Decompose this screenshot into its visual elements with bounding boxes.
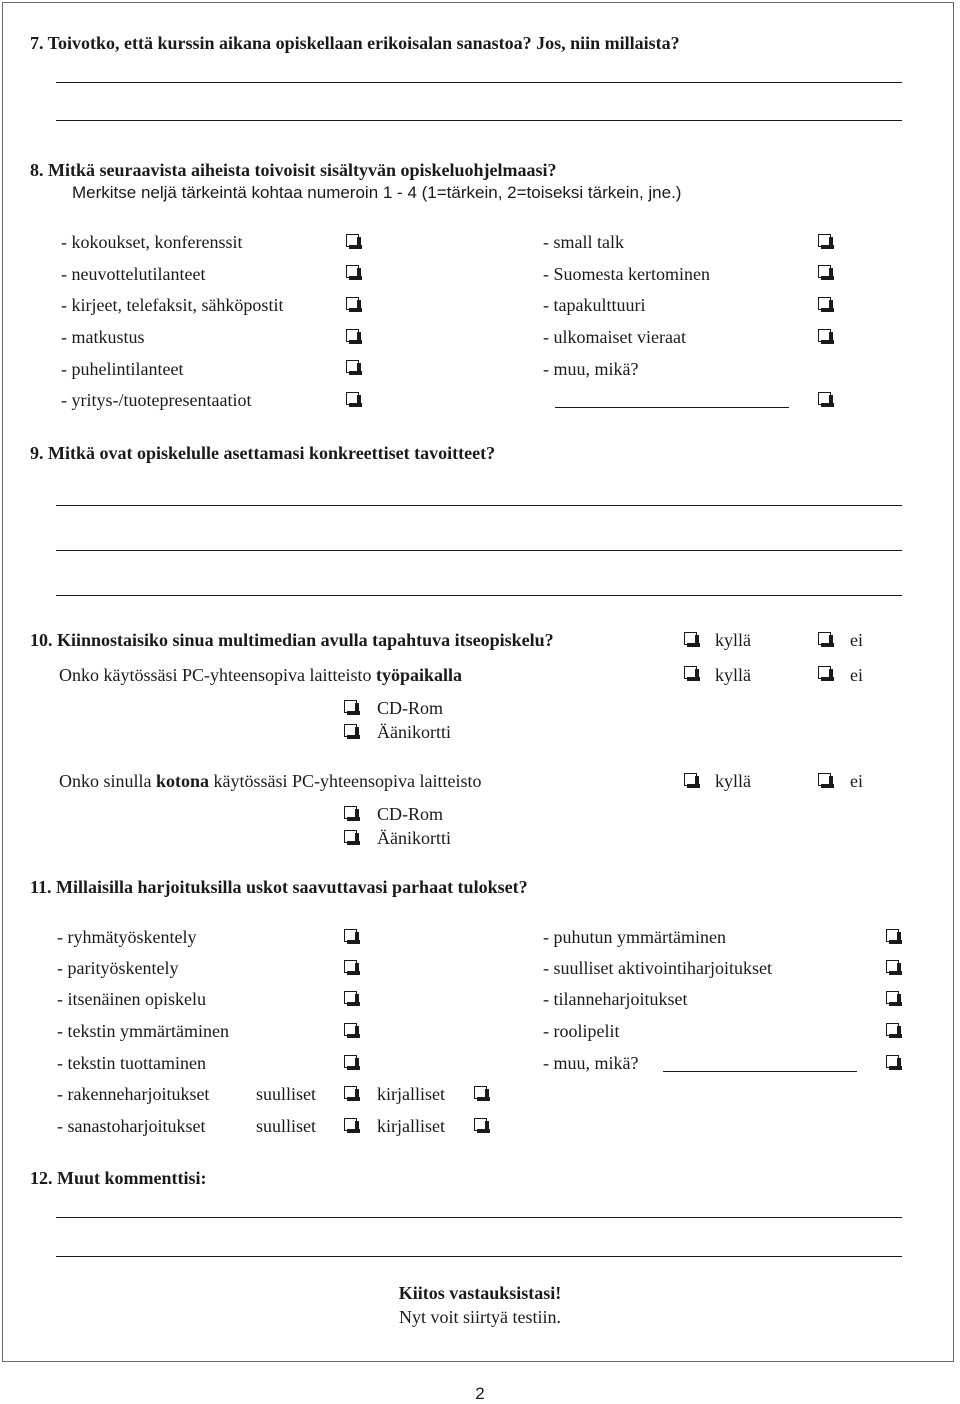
q8-checkbox[interactable] <box>818 265 831 278</box>
q10-home-no-label: ei <box>850 771 863 791</box>
q11-vocab-written-checkbox[interactable] <box>474 1118 487 1131</box>
answer-line-q9-2[interactable] <box>56 550 902 551</box>
q11-right-item: - muu, mikä? <box>543 1053 639 1073</box>
q11-right-item: - roolipelit <box>543 1021 620 1041</box>
q10-yes-checkbox[interactable] <box>684 632 697 645</box>
q10-work-cdrom-checkbox[interactable] <box>344 700 357 713</box>
q10-work-prefix: Onko käytössäsi PC-yhteensopiva laitteisto <box>59 665 376 685</box>
q8-left-item: - yritys-/tuotepresentaatiot <box>61 390 252 410</box>
q11-structure-written-checkbox[interactable] <box>474 1086 487 1099</box>
q8-checkbox[interactable] <box>346 297 359 310</box>
answer-line-q12-1[interactable] <box>56 1217 902 1218</box>
q10-work-yes-checkbox[interactable] <box>684 666 697 679</box>
q11-written-label: kirjalliset <box>377 1084 445 1104</box>
question-8-instructions: Merkitse neljä tärkeintä kohtaa numeroin 1 - 4 (1=tärkein, 2=toiseksi tärkein, jne.) <box>72 183 682 202</box>
q8-left-item: - kirjeet, telefaksit, sähköpostit <box>61 295 284 315</box>
q11-oral-label: suulliset <box>256 1084 317 1104</box>
q11-left-item: - itsenäinen opiskelu <box>57 989 206 1009</box>
q11-checkbox[interactable] <box>344 929 357 942</box>
q11-left-item: - rakenneharjoitukset <box>57 1084 210 1104</box>
q10-work-yes-label: kyllä <box>715 665 751 685</box>
q11-checkbox[interactable] <box>344 991 357 1004</box>
answer-line-q9-3[interactable] <box>56 595 902 596</box>
q8-other-line[interactable] <box>555 407 789 408</box>
answer-line-q7-2[interactable] <box>56 120 902 121</box>
q11-checkbox[interactable] <box>344 1055 357 1068</box>
q10-work-no-checkbox[interactable] <box>818 666 831 679</box>
q11-right-item: - puhutun ymmärtäminen <box>543 927 726 947</box>
q8-right-item: - muu, mikä? <box>543 359 639 379</box>
q10-home-no-checkbox[interactable] <box>818 773 831 786</box>
q8-checkbox[interactable] <box>818 234 831 247</box>
q8-left-item: - puhelintilanteet <box>61 359 184 379</box>
q11-left-item: - ryhmätyöskentely <box>57 927 197 947</box>
question-11-title: 11. Millaisilla harjoituksilla uskot saavuttavasi parhaat tulokset? <box>30 877 528 897</box>
q11-checkbox[interactable] <box>886 1023 899 1036</box>
q8-checkbox[interactable] <box>346 234 359 247</box>
q10-home-yes-label: kyllä <box>715 771 751 791</box>
q11-left-item: - tekstin ymmärtäminen <box>57 1021 229 1041</box>
q10-home-yes-checkbox[interactable] <box>684 773 697 786</box>
page-number: 2 <box>475 1384 485 1403</box>
q10-work-question <box>59 664 462 686</box>
q10-yes-label: kyllä <box>715 630 751 650</box>
answer-line-q9-1[interactable] <box>56 505 902 506</box>
q11-checkbox[interactable] <box>344 960 357 973</box>
q8-right-item: - small talk <box>543 232 624 252</box>
question-10-title: 10. Kiinnostaisiko sinua multimedian avulla tapahtuva itseopiskelu? <box>30 630 554 650</box>
question-9: 9. Mitkä ovat opiskelulle asettamasi konkreettiset tavoitteet? <box>30 443 496 463</box>
q11-left-item: - sanastoharjoitukset <box>57 1116 206 1136</box>
q11-right-item: - tilanneharjoitukset <box>543 989 688 1009</box>
q8-right-item: - ulkomaiset vieraat <box>543 327 686 347</box>
q11-checkbox[interactable] <box>886 1055 899 1068</box>
q10-home-suffix: käytössäsi PC-yhteensopiva laitteisto <box>209 771 482 791</box>
q10-home-bold: kotona <box>156 771 210 791</box>
q10-no-label: ei <box>850 630 863 650</box>
q10-no-checkbox[interactable] <box>818 632 831 645</box>
q8-checkbox[interactable] <box>818 392 831 405</box>
q11-structure-oral-checkbox[interactable] <box>344 1086 357 1099</box>
q8-checkbox[interactable] <box>346 360 359 373</box>
q8-left-item: - kokoukset, konferenssit <box>61 232 243 252</box>
q11-vocab-oral-checkbox[interactable] <box>344 1118 357 1131</box>
q8-checkbox[interactable] <box>346 265 359 278</box>
q10-home-cdrom-label: CD-Rom <box>377 804 444 824</box>
q10-work-soundcard-checkbox[interactable] <box>344 724 357 737</box>
q10-home-cdrom-checkbox[interactable] <box>344 806 357 819</box>
q11-checkbox[interactable] <box>344 1023 357 1036</box>
q11-written-label: kirjalliset <box>377 1116 445 1136</box>
q11-oral-label: suulliset <box>256 1116 317 1136</box>
question-12-title: 12. Muut kommenttisi: <box>30 1168 207 1188</box>
closing-next: Nyt voit siirtyä testiin. <box>399 1307 561 1327</box>
q8-right-item: - Suomesta kertominen <box>543 264 710 284</box>
q10-home-soundcard-label: Äänikortti <box>377 828 451 848</box>
q11-checkbox[interactable] <box>886 960 899 973</box>
q8-left-item: - matkustus <box>61 327 145 347</box>
q8-left-item: - neuvottelutilanteet <box>61 264 206 284</box>
q8-right-item: - tapakulttuuri <box>543 295 646 315</box>
q10-home-soundcard-checkbox[interactable] <box>344 830 357 843</box>
q8-checkbox[interactable] <box>346 329 359 342</box>
q8-checkbox[interactable] <box>818 329 831 342</box>
q10-work-no-label: ei <box>850 665 863 685</box>
q11-left-item: - tekstin tuottaminen <box>57 1053 206 1073</box>
q10-home-question <box>59 770 482 792</box>
q11-left-item: - parityöskentely <box>57 958 179 978</box>
answer-line-q7-1[interactable] <box>56 82 902 83</box>
q10-work-bold: työpaikalla <box>375 665 462 685</box>
q11-checkbox[interactable] <box>886 991 899 1004</box>
question-8-title: 8. Mitkä seuraavista aiheista toivoisit sisältyvän opiskeluohjelmaasi? <box>30 160 557 180</box>
closing-thanks: Kiitos vastauksistasi! <box>398 1283 562 1303</box>
q8-checkbox[interactable] <box>346 392 359 405</box>
q10-home-prefix: Onko sinulla <box>59 771 156 791</box>
q11-right-item: - suulliset aktivointiharjoitukset <box>543 958 772 978</box>
question-7: 7. Toivotko, että kurssin aikana opiskellaan erikoisalan sanastoa? Jos, niin millaista? <box>30 33 680 53</box>
q11-other-line[interactable] <box>663 1071 857 1072</box>
q8-checkbox[interactable] <box>818 297 831 310</box>
q10-work-soundcard-label: Äänikortti <box>377 722 451 742</box>
q10-work-cdrom-label: CD-Rom <box>377 698 444 718</box>
q11-checkbox[interactable] <box>886 929 899 942</box>
answer-line-q12-2[interactable] <box>56 1256 902 1257</box>
